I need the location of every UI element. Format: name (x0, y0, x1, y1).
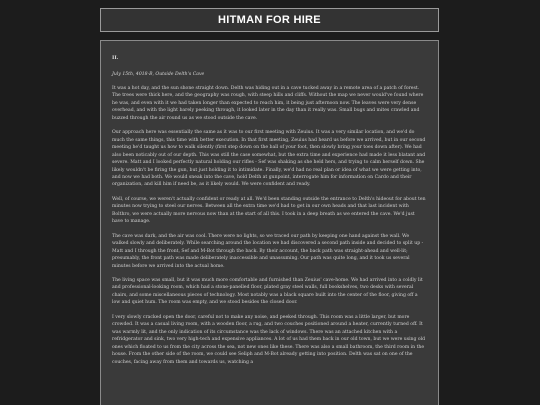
story-paragraph: Our approach here was essentially the same as it was to our first meeting with Zeuius. It was a very similar location, and we'd do much the same things, this time with better execution. In that first meeting, Zeuius had heard us before we arrived, but in our second meeting he'd taught us how to walk silently (first step down on the ball of your foot, then slowly bring your toes down after). We had also been noticably out of our depth. This was still the case somewhat, but the extra time and experience had made it less blatant and severe. Matt and I looked perfectly natural holding our rifles - Sef was shaking as she held hers, and trying to calm herself down. She likely wouldn't be firing the gun, but just holding it to intimidate. Finally, we'd had no real plan or idea of what we were getting into, and now we had both. We would sneak into the cave, hold Delth at gunpoint, interrogate him for information on Cardo and their organization, and kill him if need be, as it likely would. We were confident and ready. (112, 130, 426, 188)
chapter-heading: II. (112, 55, 119, 61)
story-paragraph: The living space was small, but it was much more comfortable and furnished than Zeuius' cave-home. We had arrived into a coldly lit and professional-looking room, which had a stone-panelled floor, plated gray steel walls, full bookshelves, two desks with several chairs, and some miscellaneous pieces of technology. Most notably was a black square built into the center of the floor, giving off a low and quiet hum. The room was empty, and we stood besides the closed door. (112, 277, 423, 306)
story-paragraph: It was a hot day, and the sun shone straight down. Delth was hiding out in a cave tucked away in a remote area of a patch of forest. The trees were thick here, and the geography was rough, with steep hills and cliffs. Without the map we never would've found where he was, and even with it we had taken longer than expected to reach him, it being just afternoon now. The leaves were very dense overhead, and with the light barely peeking through, it looked later in the day than it really was. Small bugs and mites crawled and buzzed through the air round us as we stood outside the cave. (112, 86, 424, 121)
story-paragraph: The cave was dark, and the air was cool. There were no lights, so we traced our path by keeping one hand against the wall. We walked slowly and deliberately. While searching around the location we had discovered a second path inside and decided to split up - Matt and I through the front, Sef and M-Bot through the back. By their account, the back path was straight-ahead and well-lit; presumably, the front path was made deliberately inaccessible and unassuming. Our path was quite long, and it took us several minutes before we arrived into the actual home. (112, 233, 424, 269)
story-title: HITMAN FOR HIRE (218, 14, 321, 26)
chapter-dateline: July 15th, 4018-B, Outside Delth's Cave (112, 72, 205, 77)
story-paragraph: Well, of course, we weren't actually confident or ready at all. We'd been standing outside the entrance to Delth's hideout for about ten minutes now trying to steel our nerves. Between all the extra time we'd had to get in our own heads and that last incident with Bolthro, we were actually more nervous now than at the start of all this. I took in a deep breath as we entered the cave. We'd just have to manage. (112, 196, 426, 225)
story-header (100, 8, 439, 32)
story-body[interactable] (100, 40, 439, 405)
story-paragraph: I very slowly cracked open the door, careful not to make any noise, and peeked through. This room was a little larger, but more crowded. It was a casual living room, with a wooden floor, a rug, and two couches positioned around a heater, currently turned off. It was warmly lit, and the only indication of its circumstance was the lack of windows. There was an attached kitchen with a refridgerator and sink, two very high-tech and expensive appliances. A lot of us had them back in our old town, but we were using old ones which floated to us from the city across the sea, not new ones like these. There was also a small bathroom, the third room in the house. From the other side of the room, we could see Seliph and M-Bot already getting into position. Delth was sat on one of the couches, facing away from them and towards us, watching a (112, 314, 426, 365)
